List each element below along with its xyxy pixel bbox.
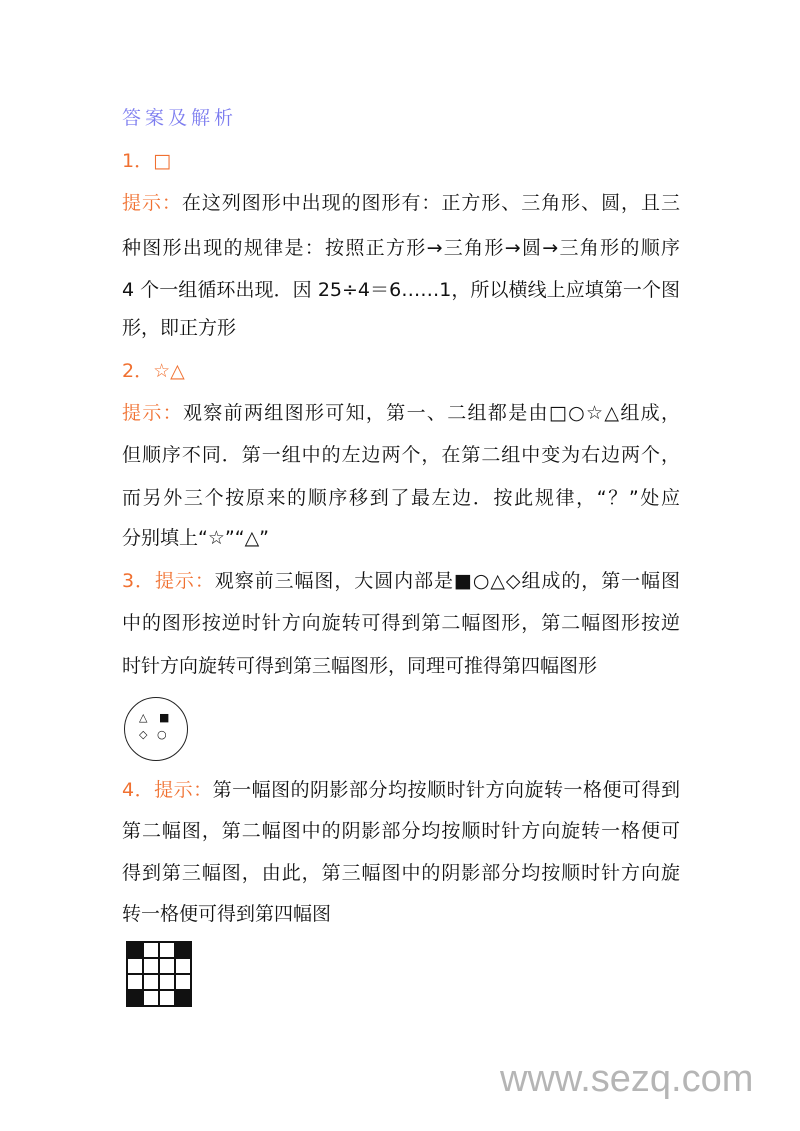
triangle-icon: △ (139, 711, 148, 724)
grid-cell (175, 958, 191, 974)
hint-text: 观察前两组图形可知，第一、二组都是由□○☆△组成， (182, 402, 680, 424)
watermark: www.sezq.com (500, 1058, 754, 1100)
grid-cell-shaded (127, 990, 143, 1006)
grid-cell-shaded (127, 942, 143, 958)
black-square-icon: ■ (159, 711, 170, 724)
circle-figure (124, 697, 188, 761)
grid-cell (159, 974, 175, 990)
answer-2: 2．☆△ (122, 360, 185, 382)
page-title: 答案及解析 (122, 107, 238, 129)
grid-cell (143, 958, 159, 974)
hint-label: 3．提示： (122, 570, 215, 592)
grid-cell (127, 974, 143, 990)
grid-cell (143, 974, 159, 990)
grid-cell (143, 942, 159, 958)
hint-1-line (122, 191, 680, 215)
hint-1-line: 形，即正方形 (122, 317, 237, 339)
hint-label: 提示： (122, 402, 183, 424)
hint-2-line: 但顺序不同．第一组中的左边两个，在第二组中变为右边两个， (122, 444, 680, 466)
hint-2-line (122, 401, 680, 425)
grid-cell (127, 958, 143, 974)
grid-cell (175, 974, 191, 990)
hint-text: 在这列图形中出现的图形有：正方形、三角形、圆，且三 (181, 192, 680, 214)
hint-text: 第一幅图的阴影部分均按顺时针方向旋转一格便可得到 (212, 779, 680, 801)
grid-cell-shaded (175, 942, 191, 958)
grid-figure (126, 941, 192, 1007)
hint-2-line: 分别填上“☆”“△” (122, 527, 270, 549)
grid-cell (159, 958, 175, 974)
hint-2-line: 而另外三个按原来的顺序移到了最左边．按此规律，“？”处应 (122, 487, 680, 509)
hint-3-line: 中的图形按逆时针方向旋转可得到第二幅图形，第二幅图形按逆 (122, 612, 680, 634)
hint-label: 4．提示： (122, 779, 213, 801)
grid-cell (159, 990, 175, 1006)
hint-1-line: 种图形出现的规律是：按照正方形→三角形→圆→三角形的顺序 (122, 237, 680, 259)
hint-1-line: 4 个一组循环出现．因 25÷4＝6……1，所以横线上应填第一个图 (122, 279, 680, 301)
hint-4-line: 得到第三幅图，由此，第三幅图中的阴影部分均按顺时针方向旋 (122, 862, 680, 884)
diamond-icon: ◇ (139, 728, 148, 741)
hint-3-line: 时针方向旋转可得到第三幅图形，同理可推得第四幅图形 (122, 655, 598, 677)
grid-cell-shaded (175, 990, 191, 1006)
hint-4-line: 第二幅图，第二幅图中的阴影部分均按顺时针方向旋转一格便可 (122, 820, 680, 842)
hint-3-line (122, 569, 680, 593)
hint-label: 提示： (122, 192, 182, 214)
hint-4-line (122, 778, 680, 802)
hint-4-line: 转一格便可得到第四幅图 (122, 903, 332, 925)
circle-icon: ○ (157, 728, 167, 741)
hint-text: 观察前三幅图，大圆内部是■○△◇组成的，第一幅图 (214, 570, 680, 592)
answer-1: 1．□ (122, 150, 172, 172)
grid-cell (159, 942, 175, 958)
grid-cell (143, 990, 159, 1006)
